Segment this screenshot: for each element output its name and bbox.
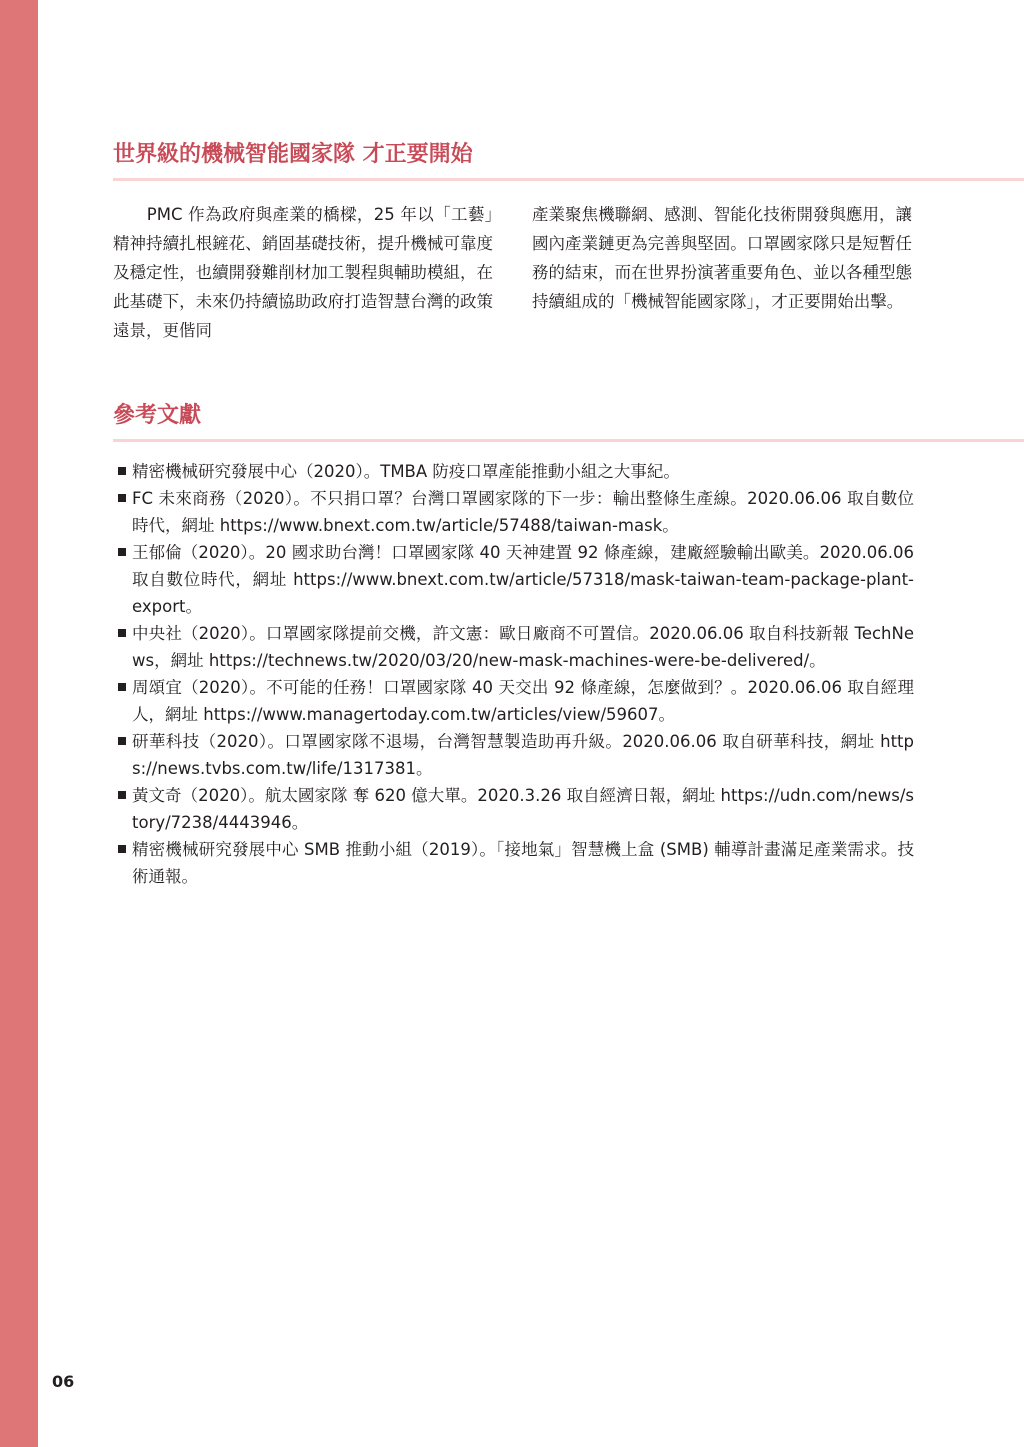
reference-item [118,836,914,890]
body-paragraph-right: 產業聚焦機聯網、感測、智能化技術開發與應用，讓國內產業鏈更為完善與堅固。口罩國家隊只是短暫任務的結束，而在世界扮演著重要角色、並以各種型態持續組成的「機械智能國家隊」，才正要開始出擊。 [532,205,912,311]
section-title: 世界級的機械智能國家隊 才正要開始 [113,142,473,167]
bullet-square-icon [118,737,126,745]
body-paragraph-left: PMC 作為政府與產業的橋樑，25 年以「工藝」精神持續扎根鏟花、銷固基礎技術，提升機械可靠度及穩定性，也續開發難削材加工製程與輔助模組，在此基礎下，未來仍持續協助政府打造智慧台灣的政策遠景，更偕同 [113,205,493,340]
reference-item [118,458,914,485]
reference-item [118,782,914,836]
page-number: 06 [52,1372,75,1391]
side-color-band [0,0,38,1447]
title-divider [113,178,1024,181]
bullet-square-icon [118,548,126,556]
reference-text: 中央社（2020）。口罩國家隊提前交機，許文憲：歐日廠商不可置信。2020.06.06 取自科技新報 TechNews，網址 https://technews.tw/2020/03/20/new-mask-machines-were-be-delivered/。 [132,624,914,670]
bullet-square-icon [118,845,126,853]
references-divider [113,439,1024,442]
reference-text: 研華科技（2020）。口罩國家隊不退場，台灣智慧製造助再升級。2020.06.06 取自研華科技，網址 https://news.tvbs.com.tw/life/1317381。 [132,732,914,778]
reference-text: 精密機械研究發展中心（2020）。TMBA 防疫口罩產能推動小組之大事紀。 [132,462,680,481]
references-title: 參考文獻 [113,403,202,428]
reference-item [118,539,914,620]
reference-text: 精密機械研究發展中心 SMB 推動小組（2019）。「接地氣」智慧機上盒 (SMB) 輔導計畫滿足產業需求。技術通報。 [132,840,914,886]
reference-item [118,620,914,674]
reference-item [118,674,914,728]
reference-text: 黃文奇（2020）。航太國家隊 奪 620 億大單。2020.3.26 取自經濟日報，網址 https://udn.com/news/story/7238/4443946。 [132,786,914,832]
reference-text: 周頌宜（2020）。不可能的任務！口罩國家隊 40 天交出 92 條產線，怎麼做到？。2020.06.06 取自經理人，網址 https://www.managertoday.com.tw/articles/view/59607。 [132,678,914,724]
bullet-square-icon [118,629,126,637]
reference-list [118,458,914,890]
bullet-square-icon [118,494,126,502]
reference-text: FC 未來商務（2020）。不只捐口罩？台灣口罩國家隊的下一步：輸出整條生產線。2020.06.06 取自數位時代，網址 https://www.bnext.com.tw/article/57488/taiwan-mask。 [132,489,914,535]
reference-text: 王郁倫（2020）。20 國求助台灣！口罩國家隊 40 天神建置 92 條產線，建廠經驗輸出歐美。2020.06.06 取自數位時代，網址 https://www.bnext.com.tw/article/57318/mask-taiwan-team-package-plant-export。 [132,543,914,616]
reference-item [118,728,914,782]
bullet-square-icon [118,791,126,799]
reference-item [118,485,914,539]
bullet-square-icon [118,467,126,475]
bullet-square-icon [118,683,126,691]
